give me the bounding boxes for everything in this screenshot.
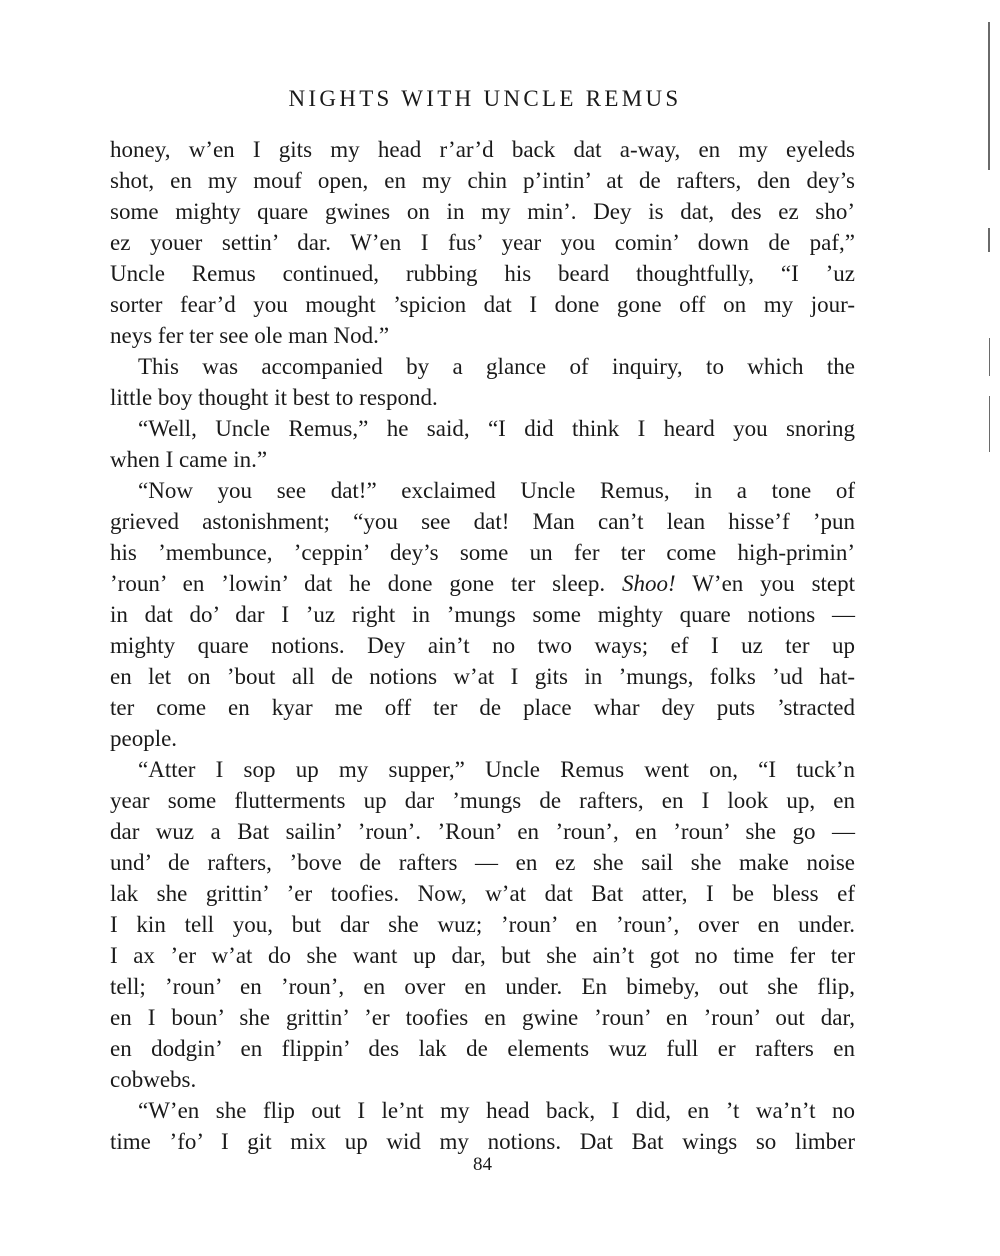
line-text-continued: W’en you stept xyxy=(675,571,856,596)
text-line xyxy=(110,940,855,971)
text-line xyxy=(110,754,855,785)
line-text: dar wuz a Bat sailin’ ’roun’. ’Roun’ en ’roun’, en ’roun’ she go — xyxy=(110,819,855,844)
text-line xyxy=(110,413,855,444)
text-line xyxy=(110,1033,855,1064)
text-line xyxy=(110,816,855,847)
line-text: This was accompanied by a glance of inquiry, to which the xyxy=(138,354,855,379)
line-text: en I boun’ she grittin’ ’er toofies en gwine ’roun’ en ’roun’ out dar, xyxy=(110,1005,855,1030)
line-text: “Atter I sop up my supper,” Uncle Remus went on, “I tuck’n xyxy=(138,757,855,782)
line-text: cobwebs. xyxy=(110,1067,197,1092)
italic-word: Shoo! xyxy=(622,571,676,596)
text-line xyxy=(110,506,855,537)
text-line xyxy=(110,723,855,754)
line-text: en dodgin’ en flippin’ des lak de elements wuz full er rafters en xyxy=(110,1036,855,1061)
line-text: “W’en she flip out I le’nt my head back, I did, en ’t wa’n’t no xyxy=(138,1098,855,1123)
line-text: I kin tell you, but dar she wuz; ’roun’ en ’roun’, over en under. xyxy=(110,912,855,937)
text-line xyxy=(110,165,855,196)
line-text: ter come en kyar me off ter de place whar dey puts ’stracted xyxy=(110,695,855,720)
line-text: mighty quare notions. Dey ain’t no two ways; ef I uz ter up xyxy=(110,633,855,658)
text-line xyxy=(110,785,855,816)
line-text: people. xyxy=(110,726,178,751)
line-text: grieved astonishment; “you see dat! Man can’t lean hisse’f ’pun xyxy=(110,509,855,534)
line-text: I ax ’er w’at do she want up dar, but she ain’t got no time fer ter xyxy=(110,943,855,968)
page-edge-mark xyxy=(989,396,990,452)
text-line xyxy=(110,1002,855,1033)
line-text: lak she grittin’ ’er toofies. Now, w’at dat Bat atter, I be bless ef xyxy=(110,881,855,906)
page-number: 84 xyxy=(473,1154,492,1175)
line-text: en let on ’bout all de notions w’at I gits in ’mungs, folks ’ud hat- xyxy=(110,664,855,689)
line-text: sorter fear’d you mought ’spicion dat I done gone off on my jour- xyxy=(110,292,855,317)
text-line xyxy=(110,847,855,878)
text-line xyxy=(110,475,855,506)
page-edge-mark xyxy=(989,338,990,376)
text-line xyxy=(110,909,855,940)
line-text: “Now you see dat!” exclaimed Uncle Remus, in a tone of xyxy=(138,478,855,503)
text-line xyxy=(110,134,855,165)
line-text: when I came in.” xyxy=(110,447,268,472)
line-text: little boy thought it best to respond. xyxy=(110,385,438,410)
line-text: shot, en my mouf open, en my chin p’intin’ at de rafters, den dey’s xyxy=(110,168,855,193)
line-text: in dat do’ dar I ’uz right in ’mungs some mighty quare notions — xyxy=(110,602,855,627)
text-line xyxy=(110,692,855,723)
line-text: und’ de rafters, ’bove de rafters — en ez she sail she make noise xyxy=(110,850,855,875)
text-line xyxy=(110,196,855,227)
text-line xyxy=(110,568,855,599)
line-text: tell; ’roun’ en ’roun’, en over en under. En bimeby, out she flip, xyxy=(110,974,855,999)
body-text xyxy=(110,134,855,1157)
text-line xyxy=(110,289,855,320)
line-text: honey, w’en I gits my head r’ar’d back dat a-way, en my eyeleds xyxy=(110,137,855,162)
text-line xyxy=(110,320,855,351)
line-text: time ’fo’ I git mix up wid my notions. Dat Bat wings so limber xyxy=(110,1129,855,1154)
line-text: ’roun’ en ’lowin’ dat he done gone ter sleep. xyxy=(110,571,606,596)
text-line xyxy=(110,1095,855,1126)
line-text: Uncle Remus continued, rubbing his beard thoughtfully, “I ’uz xyxy=(110,261,855,286)
text-line xyxy=(110,599,855,630)
text-line xyxy=(110,258,855,289)
page-edge-mark xyxy=(988,22,990,170)
line-text: some mighty quare gwines on in my min’. Dey is dat, des ez sho’ xyxy=(110,199,855,224)
text-line xyxy=(110,444,855,475)
line-text: “Well, Uncle Remus,” he said, “I did think I heard you snoring xyxy=(138,416,855,441)
text-line xyxy=(110,661,855,692)
text-line xyxy=(110,382,855,413)
line-text: his ’membunce, ’ceppin’ dey’s some un fer ter come high-primin’ xyxy=(110,540,855,565)
text-line xyxy=(110,971,855,1002)
page-edge-mark xyxy=(988,228,990,252)
text-line xyxy=(110,1126,855,1157)
text-line xyxy=(110,537,855,568)
text-line xyxy=(110,227,855,258)
line-text: neys fer ter see ole man Nod.” xyxy=(110,323,390,348)
line-text: year some flutterments up dar ’mungs de rafters, en I look up, en xyxy=(110,788,855,813)
running-header: NIGHTS WITH UNCLE REMUS xyxy=(288,86,682,111)
text-line xyxy=(110,630,855,661)
text-line xyxy=(110,1064,855,1095)
text-line xyxy=(110,878,855,909)
text-line xyxy=(110,351,855,382)
line-text: ez youer settin’ dar. W’en I fus’ year you comin’ down de paf,” xyxy=(110,230,855,255)
